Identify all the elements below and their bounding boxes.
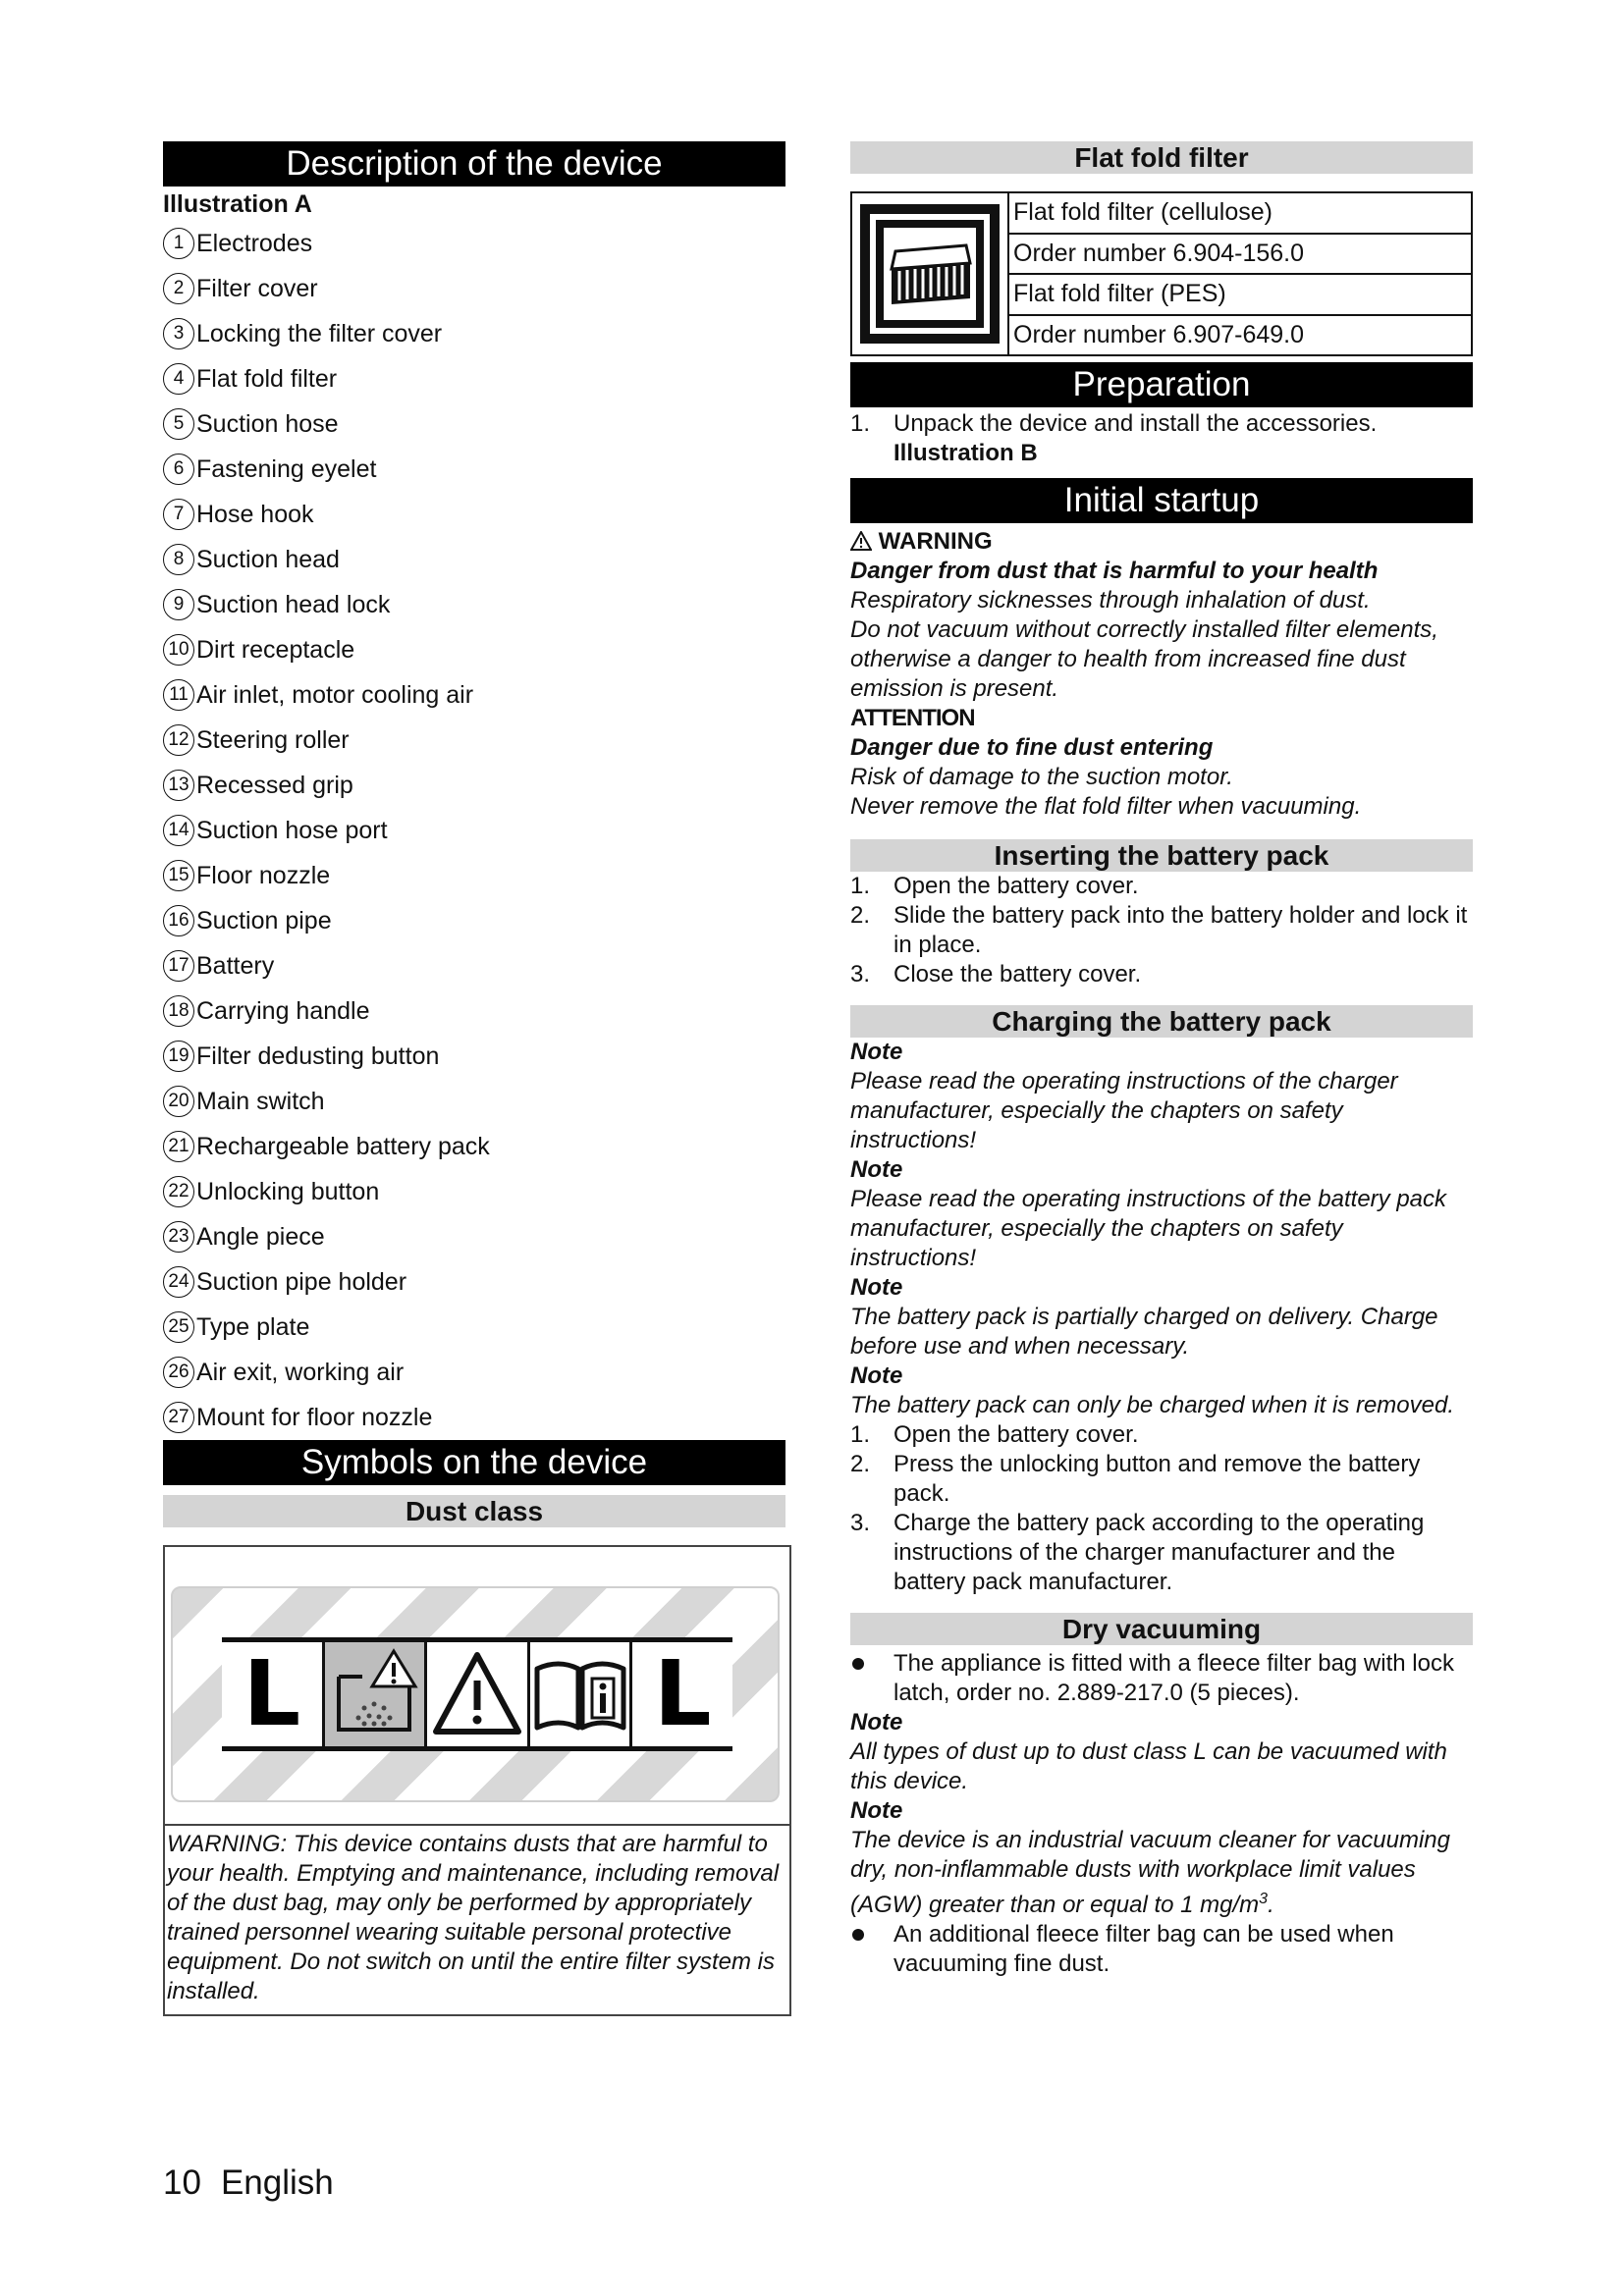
dust-class-symbol-strip — [222, 1637, 732, 1751]
legend-item — [163, 627, 785, 672]
filter-row: Flat fold filter (cellulose) — [1009, 193, 1471, 235]
description-heading: Description of the device — [163, 141, 785, 187]
left-column — [163, 141, 785, 2016]
step-number: 3. — [850, 961, 871, 988]
legend-number-circle: 26 — [163, 1357, 194, 1388]
legend-item — [163, 1305, 785, 1350]
dust-class-letter-left: L — [243, 1641, 301, 1746]
initial-startup-heading: Initial startup — [850, 478, 1473, 523]
step-item — [850, 1420, 1473, 1450]
legend-item — [163, 808, 785, 853]
legend-item — [163, 221, 785, 266]
step-text: Open the battery cover. — [893, 873, 1139, 899]
symbols-heading: Symbols on the device — [163, 1440, 785, 1485]
filter-row: Order number 6.907-649.0 — [1013, 320, 1305, 348]
legend-label: Suction head lock — [196, 590, 391, 618]
legend-number-circle: 12 — [163, 724, 194, 756]
dust-class-graphic — [165, 1547, 789, 1824]
step-number: 2. — [850, 902, 871, 929]
legend-number-circle: 27 — [163, 1402, 194, 1433]
legend-number-circle: 23 — [163, 1221, 194, 1253]
legend-label: Electrodes — [196, 229, 313, 257]
dust-class-label-panel — [163, 1545, 791, 2016]
legend-list — [163, 221, 785, 1440]
flat-fold-filter-rows — [1009, 193, 1471, 354]
legend-item — [163, 1350, 785, 1395]
legend-label: Angle piece — [196, 1222, 325, 1251]
legend-item — [163, 537, 785, 582]
filter-row: Flat fold filter (PES) — [1009, 275, 1471, 316]
warning-text-2: Do not vacuum without correctly installed filter elements, otherwise a danger to health from increased fine dust emission is present. — [850, 616, 1438, 702]
bullet-dot — [852, 1658, 864, 1670]
dry-note-1: All types of dust up to dust class L can be vacuumed with this device. — [850, 1738, 1447, 1794]
legend-number-circle: 9 — [163, 589, 194, 620]
attention-text-1: Risk of damage to the suction motor. — [850, 764, 1233, 790]
note-label: Note — [850, 1039, 903, 1065]
dust-warning-text: WARNING: This device contains dusts that are harmful to your health. Emptying and maintenance, including removal of the dust bag, may only be performed by appropriately trained personnel wearing suitable personal protective equipment. Do not switch on until the entire filter system is installed. — [165, 1824, 789, 2014]
legend-item — [163, 356, 785, 401]
preparation-heading: Preparation — [850, 362, 1473, 407]
legend-number-circle: 3 — [163, 318, 194, 349]
legend-item — [163, 718, 785, 763]
flat-fold-filter-icon — [852, 193, 1009, 354]
legend-item — [163, 853, 785, 898]
charging-note-4: The battery pack can only be charged when it is removed. — [850, 1392, 1454, 1418]
legend-item — [163, 943, 785, 988]
legend-label: Locking the filter cover — [196, 319, 443, 347]
legend-label: Carrying handle — [196, 996, 370, 1025]
dust-container-hazard-icon — [325, 1642, 428, 1746]
legend-item — [163, 1214, 785, 1259]
legend-number-circle: 25 — [163, 1311, 194, 1343]
legend-number-circle: 7 — [163, 499, 194, 530]
note-label: Note — [850, 1709, 903, 1735]
legend-label: Air inlet, motor cooling air — [196, 680, 474, 709]
charging-note-1: Please read the operating instructions of the charger manufacturer, especially the chapters on safety instructions! — [850, 1068, 1398, 1153]
step-item — [850, 1509, 1473, 1597]
note-label: Note — [850, 1797, 903, 1824]
dry-vacuuming-heading: Dry vacuuming — [850, 1613, 1473, 1645]
dry-bullet-1: The appliance is fitted with a fleece filter bag with lock latch, order no. 2.889-217.0 (5 pieces). — [850, 1649, 1473, 1708]
step-number: 1. — [850, 410, 871, 437]
legend-label: Suction pipe — [196, 906, 332, 934]
legend-label: Flat fold filter — [196, 364, 338, 393]
legend-label: Fastening eyelet — [196, 454, 377, 483]
legend-item — [163, 763, 785, 808]
warning-label: WARNING — [850, 527, 1473, 557]
step-number: 1. — [850, 1421, 871, 1448]
legend-label: Mount for floor nozzle — [196, 1403, 433, 1431]
legend-item — [163, 1169, 785, 1214]
charging-note-3: The battery pack is partially charged on delivery. Charge before use and when necessary. — [850, 1304, 1438, 1360]
legend-number-circle: 1 — [163, 228, 194, 259]
legend-label: Recessed grip — [196, 771, 353, 799]
inserting-battery-heading: Inserting the battery pack — [850, 839, 1473, 872]
legend-number-circle: 2 — [163, 273, 194, 304]
warning-heading: Danger from dust that is harmful to your health — [850, 558, 1379, 584]
legend-number-circle: 17 — [163, 950, 194, 982]
legend-label: Main switch — [196, 1087, 325, 1115]
legend-label: Filter cover — [196, 274, 318, 302]
step-item — [850, 1450, 1473, 1509]
step-text: Close the battery cover. — [893, 961, 1142, 988]
legend-number-circle: 22 — [163, 1176, 194, 1207]
legend-item — [163, 898, 785, 943]
flat-fold-filter-table — [850, 191, 1473, 356]
page-footer — [163, 2163, 353, 2203]
legend-label: Type plate — [196, 1312, 310, 1341]
warning-sign-icon — [850, 528, 879, 555]
legend-item — [163, 1395, 785, 1440]
legend-number-circle: 14 — [163, 815, 194, 846]
legend-item — [163, 311, 785, 356]
flat-fold-filter-heading: Flat fold filter — [850, 141, 1473, 174]
dry-bullet-2: An additional fleece filter bag can be used when vacuuming fine dust. — [850, 1920, 1473, 1979]
charging-battery-heading: Charging the battery pack — [850, 1005, 1473, 1038]
legend-number-circle: 4 — [163, 363, 194, 395]
legend-item — [163, 401, 785, 447]
legend-item — [163, 1124, 785, 1169]
legend-item — [163, 988, 785, 1034]
legend-label: Floor nozzle — [196, 861, 331, 889]
illustration-a-label: Illustration A — [163, 190, 312, 218]
step-number: 3. — [850, 1510, 871, 1536]
bullet-dot — [852, 1929, 864, 1941]
attention-label: ATTENTION — [850, 705, 975, 731]
legend-number-circle: 11 — [163, 679, 194, 711]
legend-label: Suction hose — [196, 409, 339, 438]
step-item — [850, 960, 1473, 989]
note-label: Note — [850, 1362, 903, 1389]
charging-steps — [850, 1420, 1473, 1597]
charging-note-2: Please read the operating instructions of the battery pack manufacturer, especially the chapters on safety instructions! — [850, 1186, 1447, 1271]
read-manual-icon — [530, 1642, 633, 1746]
legend-number-circle: 18 — [163, 995, 194, 1027]
legend-number-circle: 20 — [163, 1086, 194, 1117]
legend-label: Steering roller — [196, 725, 350, 754]
legend-number-circle: 5 — [163, 408, 194, 440]
legend-label: Dirt receptacle — [196, 635, 355, 664]
right-column — [850, 141, 1473, 1979]
legend-item — [163, 1079, 785, 1124]
step-text: Press the unlocking button and remove the battery pack. — [893, 1451, 1421, 1507]
legend-label: Suction hose port — [196, 816, 388, 844]
legend-number-circle: 24 — [163, 1266, 194, 1298]
step-text: Open the battery cover. — [893, 1421, 1139, 1448]
legend-item — [163, 266, 785, 311]
dry-note-2: The device is an industrial vacuum cleaner for vacuuming dry, non-inflammable dusts with workplace limit values (AGW) greater than or equal to 1 $mg/m^3$. — [850, 1827, 1450, 1918]
legend-number-circle: 8 — [163, 544, 194, 575]
illustration-b-label: Illustration B — [893, 440, 1038, 466]
legend-number-circle: 15 — [163, 860, 194, 891]
step-text: Charge the battery pack according to the operating instructions of the charger manufacturer and the battery pack manufacturer. — [893, 1510, 1425, 1595]
note-label: Note — [850, 1156, 903, 1183]
legend-number-circle: 6 — [163, 454, 194, 485]
note-label: Note — [850, 1274, 903, 1301]
legend-number-circle: 19 — [163, 1041, 194, 1072]
filter-row: Order number 6.904-156.0 — [1009, 235, 1471, 276]
legend-label: Filter dedusting button — [196, 1041, 440, 1070]
dust-class-heading: Dust class — [163, 1495, 785, 1527]
legend-label: Rechargeable battery pack — [196, 1132, 490, 1160]
step-number: 1. — [850, 873, 871, 899]
step-number: 2. — [850, 1451, 871, 1477]
legend-label: Suction head — [196, 545, 340, 573]
legend-number-circle: 21 — [163, 1131, 194, 1162]
attention-heading: Danger due to fine dust entering — [850, 734, 1214, 761]
legend-number-circle: 16 — [163, 905, 194, 936]
step-item — [850, 872, 1473, 901]
legend-label: Air exit, working air — [196, 1358, 405, 1386]
warning-triangle-icon — [427, 1642, 530, 1746]
warning-text-1: Respiratory sicknesses through inhalation of dust. — [850, 587, 1371, 614]
legend-item — [163, 1034, 785, 1079]
legend-label: Battery — [196, 951, 275, 980]
legend-item — [163, 672, 785, 718]
attention-text-2: Never remove the flat fold filter when vacuuming. — [850, 793, 1362, 820]
legend-number-circle: 13 — [163, 770, 194, 801]
preparation-step — [850, 409, 1473, 439]
step-text: Slide the battery pack into the battery holder and lock it in place. — [893, 902, 1468, 958]
step-item — [850, 901, 1473, 960]
step-text: Unpack the device and install the accessories. — [893, 410, 1378, 437]
legend-label: Unlocking button — [196, 1177, 380, 1205]
inserting-steps — [850, 872, 1473, 989]
legend-item — [163, 447, 785, 492]
footer-language: English — [220, 2163, 334, 2202]
dust-class-letter-right: L — [653, 1641, 712, 1746]
legend-label: Suction pipe holder — [196, 1267, 407, 1296]
page-number: 10 — [163, 2163, 201, 2202]
legend-item — [163, 492, 785, 537]
legend-number-circle: 10 — [163, 634, 194, 666]
legend-label: Hose hook — [196, 500, 314, 528]
legend-item — [163, 582, 785, 627]
legend-item — [163, 1259, 785, 1305]
